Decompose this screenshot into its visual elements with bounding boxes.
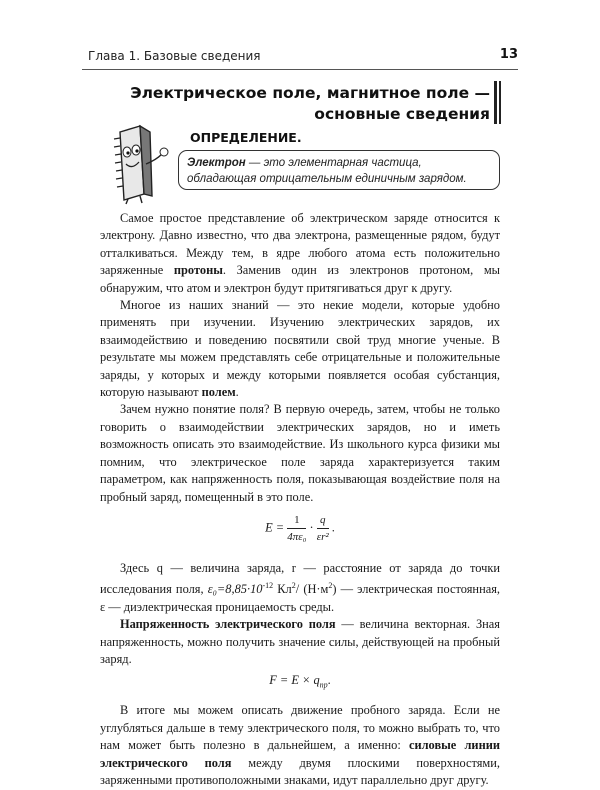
formula1-end: .: [331, 520, 335, 535]
formula1-frac1: [287, 512, 306, 545]
formula1-lhs: E =: [265, 520, 285, 535]
formula1-num2: q: [317, 512, 329, 529]
p4-exponent: -12: [262, 581, 274, 591]
page-header: [82, 45, 518, 70]
paragraph-6: [100, 702, 500, 789]
title-bar: [494, 81, 497, 124]
formula2-text: F = E × q: [269, 673, 320, 688]
p2-text-c: .: [235, 385, 239, 400]
formula1-den2: εr²: [316, 530, 329, 543]
chapter-title: Глава 1. Базовые сведения: [88, 49, 261, 63]
formula-force: [100, 672, 500, 694]
p2-text-a: Многое из наших знаний — это некие модели, которые удобно применять при изучении. Изучению электрических зарядов, их взаимодействию и поведению посвятили свой труд многие ученые. В результате мы можем представлять себе отрицательные и положительные заряды, у которых и между которыми появляется особая субстанция, которую называют: [100, 298, 500, 400]
p1-text-a: Самое простое представление об электрическом заряде относится к электрону. Давно известно, что два электрона, размещенные рядом, будут отталкиваться. Между тем, в ядре любого атома есть положительно заряженные: [100, 211, 500, 278]
formula1-den1: 4πε₀: [287, 530, 307, 543]
formula1-num1: 1: [287, 512, 306, 529]
p5-bold-term: Напряженность электрического поля: [120, 617, 336, 632]
chip-mascot-icon: [110, 124, 172, 206]
p2-bold-field: полем: [201, 385, 236, 400]
section-title: [130, 83, 490, 125]
p4-text-b: Кл: [273, 582, 292, 597]
definition-box: [178, 150, 500, 190]
title-bar-thin: [499, 81, 501, 124]
p4-text-c: / (Н·м: [295, 582, 329, 597]
paragraph-2: [100, 297, 500, 401]
p4-epsilon: ε₀=8,85·10: [207, 582, 263, 597]
p4-text-a: Здесь q — величина заряда, r — расстояние от заряда до точки исследования поля,: [100, 560, 500, 597]
formula-field-strength: [100, 512, 500, 554]
p5-text-b: — величина векторная. Зная напряженность, можно получить значение силы, действующей на пробный заряд.: [100, 617, 500, 667]
paragraph-4: Здесь q — величина заряда, r — расстояние от заряда до точки исследования поля, $\varepsilon_0=8,85\cdot 10^{-12}$ $Кл^2/$ $(Н\cdot м^2)$ — электрическая постоянная, ε — диэлектрическая проницаемость среды.: [100, 560, 500, 614]
formula2-sub: пр: [319, 680, 328, 690]
p1-text-c: . Заменив один из электронов протоном, мы обнаружим, что атом и электрон будут притягиваться друг к другу.: [100, 263, 500, 295]
paragraph-3: Зачем нужно понятие поля? В первую очередь, затем, чтобы не только говорить о взаимодействии электрических зарядов, но и иметь возможность описать это взаимодействие. Из школьного курса физики мы помним, что электрическое поле заряда характеризуется таким параметром, как напряженность поля, показывающая воздействие поля на пробный заряд, помещенный в это поле.: [100, 402, 500, 504]
formula2-end: .: [327, 673, 331, 688]
p1-bold-protons: протоны: [173, 263, 223, 278]
page-number: 13: [499, 47, 518, 62]
section-title-line1: Электрическое поле, магнитное поле —: [130, 84, 490, 102]
p6-text-a: В итоге мы можем описать движение пробного заряда. Если не углубляться дальше в тему электрического поля, то можно выбрать то, что нам может быть полезно в дальнейшем, а именно:: [100, 703, 500, 753]
definition-text: — это элементарная частица, обладающая отрицательным единичным зарядом.: [187, 157, 467, 185]
definition-label: ОПРЕДЕЛЕНИЕ.: [190, 130, 302, 145]
definition-term: Электрон: [187, 157, 246, 169]
formula1-dot: ·: [309, 520, 314, 535]
p6-text-c: между двумя плоскими поверхностями, заряженными противоположными знаками, идут параллельно друг другу.: [100, 755, 500, 788]
paragraph-1: [100, 210, 500, 297]
body-text: [100, 210, 500, 790]
paragraph-5: [100, 616, 500, 668]
section-title-line2: основные сведения: [314, 105, 490, 123]
p4-text-d: ) — электрическая постоянная, ε — диэлектрическая проницаемость среды.: [100, 582, 500, 614]
p6-bold-field-lines: силовые линии электрического поля: [100, 738, 500, 770]
formula1-frac2: [317, 512, 329, 545]
